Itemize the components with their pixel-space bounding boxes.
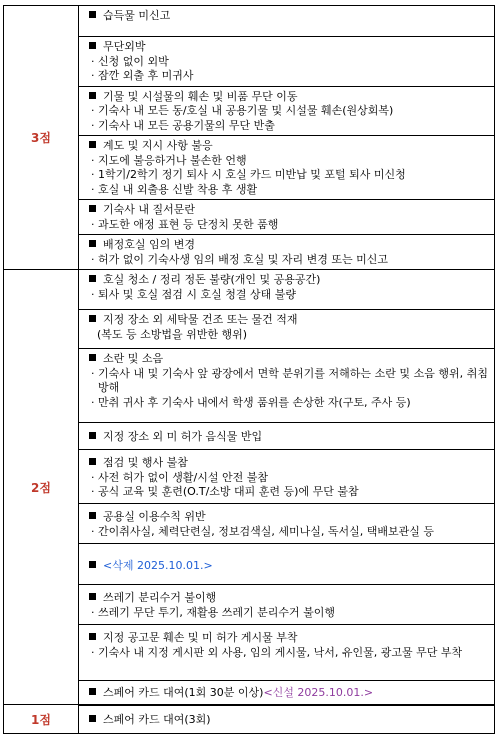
grade-cell-1: 1점: [4, 705, 79, 734]
square-bullet-icon: [89, 240, 96, 247]
rule-detail: · 쓰레기 무단 투기, 재활용 쓰레기 분리수거 불이행: [91, 605, 335, 619]
rule-detail: · 공식 교육 및 훈련(O.T/소방 대피 훈련 등)에 무단 불참: [91, 485, 359, 498]
rule-item: [79, 423, 495, 450]
rule-item: [79, 450, 495, 504]
square-bullet-icon: [89, 593, 96, 600]
rule-title: 점검 및 행사 불참: [87, 456, 488, 471]
rule-item: [79, 705, 495, 734]
rule-item: [79, 136, 495, 200]
square-bullet-icon: [89, 458, 96, 465]
square-bullet-icon: [89, 315, 96, 322]
rule-detail: · 호실 내 외출용 신발 착용 후 생활: [91, 182, 258, 196]
square-bullet-icon: [89, 42, 96, 49]
rule-title: 계도 및 지시 사항 불응: [87, 139, 488, 154]
penalty-points-table: [3, 5, 495, 734]
rule-item: [79, 504, 495, 544]
rule-item: [79, 544, 495, 585]
rule-title: 배정호실 임의 변경: [87, 238, 488, 253]
rule-title: 지정 장소 외 미 허가 음식물 반입: [87, 430, 488, 445]
rule-detail: · 1학기/2학기 정기 퇴사 시 호실 카드 미반납 및 포털 퇴사 미신청: [91, 168, 406, 181]
rule-title: 공용실 이용수칙 위반: [87, 510, 488, 525]
table-row: [4, 270, 495, 310]
rule-detail: · 과도한 애정 표현 등 단정치 못한 품행: [91, 217, 279, 231]
grade-cell-2: 2점: [4, 270, 79, 705]
rule-item: [79, 270, 495, 310]
square-bullet-icon: [89, 92, 96, 99]
rule-detail: · 기숙사 내 및 기숙사 앞 광장에서 면학 분위기를 저해하는 소란 및 소음 행위, 취침 방해: [91, 366, 488, 394]
rule-item: [79, 310, 495, 349]
rule-detail: · 지도에 불응하거나 불손한 언행: [91, 153, 247, 167]
rule-item: [79, 86, 495, 136]
rule-title: 스페어 카드 대여(1회 30분 이상)<신설 2025.10.01.>: [87, 686, 488, 701]
rule-item: [79, 235, 495, 270]
rule-detail: · 잠깐 외출 후 미귀사: [91, 69, 194, 82]
rule-title: [87, 559, 488, 574]
rule-item: [79, 625, 495, 681]
rule-detail: · 사전 허가 없이 생활/시설 안전 불참: [91, 470, 268, 484]
rule-title: 스페어 카드 대여(3회): [87, 713, 488, 728]
square-bullet-icon: [89, 512, 96, 519]
square-bullet-icon: [89, 354, 96, 361]
rule-detail: · 간이취사실, 체력단련실, 정보검색실, 세미나실, 독서실, 택배보관실 등: [91, 524, 434, 538]
square-bullet-icon: [89, 275, 96, 282]
rule-item: [79, 200, 495, 235]
rule-title: 지정 공고문 훼손 및 미 허가 게시물 부착: [87, 631, 488, 646]
rule-detail: · 기숙사 내 모든 동/호실 내 공용기물 및 시설물 훼손(원상회복): [91, 104, 394, 117]
table-row: [4, 6, 495, 37]
square-bullet-icon: [89, 633, 96, 640]
rule-title: 기물 및 시설물의 훼손 및 비품 무단 이동: [87, 90, 488, 105]
square-bullet-icon: [89, 715, 96, 722]
rule-detail: · 만취 귀사 후 기숙사 내에서 학생 품위를 손상한 자(구토, 주사 등): [91, 395, 411, 409]
square-bullet-icon: [89, 205, 96, 212]
rule-title: 습득물 미신고: [87, 9, 488, 24]
rule-item: [79, 6, 495, 37]
rule-title: 쓰레기 분리수거 불이행: [87, 591, 488, 606]
rule-title: 기숙사 내 질서문란: [87, 203, 488, 218]
rule-detail: · 기숙사 내 모든 공용기물의 무단 반출: [91, 118, 275, 132]
deleted-note: <삭제 2025.10.01.>: [103, 559, 213, 572]
rule-title: 호실 청소 / 정리 정돈 불량(개인 및 공용공간): [87, 273, 488, 288]
new-rule-note: <신설 2025.10.01.>: [263, 686, 374, 699]
rule-item: [79, 37, 495, 87]
rule-item: [79, 681, 495, 705]
square-bullet-icon: [89, 432, 96, 439]
rule-detail: · 퇴사 및 호실 점검 시 호실 청결 상태 불량: [91, 287, 296, 301]
square-bullet-icon: [89, 141, 96, 148]
rule-detail: · 기숙사 내 지정 게시판 외 사용, 임의 게시물, 낙서, 유인물, 광고물 무단 부착: [91, 645, 463, 659]
grade-cell-3: 3점: [4, 6, 79, 270]
rule-item: [79, 349, 495, 423]
rule-title: 소란 및 소음: [87, 352, 488, 367]
table-row: [4, 705, 495, 734]
rule-detail: · 신청 없이 외박: [91, 54, 169, 68]
square-bullet-icon: [89, 561, 96, 568]
square-bullet-icon: [89, 688, 96, 695]
rule-item: [79, 585, 495, 625]
square-bullet-icon: [89, 11, 96, 18]
rule-detail: · 허가 없이 기숙사생 임의 배정 호실 및 자리 변경 또는 미신고: [91, 252, 388, 266]
rule-title: 지정 장소 외 세탁물 건조 또는 물건 적재: [87, 313, 488, 328]
rule-detail: (복도 등 소방법을 위반한 행위): [97, 327, 248, 341]
rule-title: 무단외박: [87, 40, 488, 55]
